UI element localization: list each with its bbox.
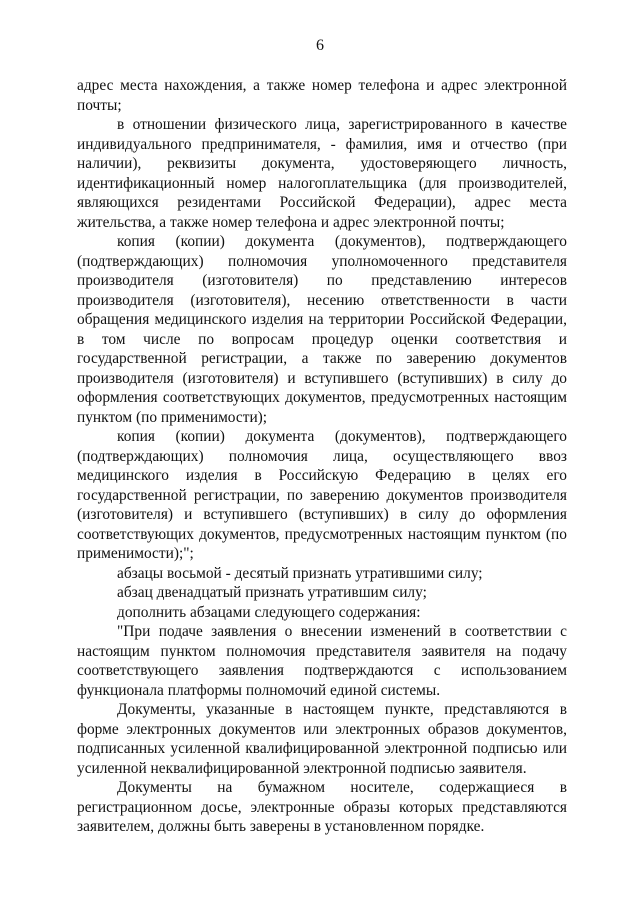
paragraph-address-continuation: адрес места нахождения, а также номер телефона и адрес электронной почты; [77,77,567,114]
document-body [77,76,567,837]
paragraph-individual-entrepreneur: в отношении физического лица, зарегистрированного в качестве индивидуального предпринимателя, - фамилия, имя и отчество (при наличии), реквизиты документа, удостоверяющего личность, идентификационный номер налогоплательщика (для производителей, являющихся резидентами Российской Федерации), адрес места жительства, а также номер телефона и адрес электронной почты; [77,116,567,231]
paragraph-abzats-void: абзац двенадцатый признать утратившим силу; [117,584,427,601]
paragraph-application-changes: "При подаче заявления о внесении изменений в соответствии с настоящим пунктом полномочия представителя заявителя на подачу соответствующего заявления подтверждаются с использованием функционала платформы полномочий единой системы. [77,623,567,699]
paragraph-electronic-documents: Документы, указанные в настоящем пункте, представляются в форме электронных документов или электронных образов документов, подписанных усиленной квалифицированной электронной подписью или усиленной неквалифицированной электронной подписью заявителя. [77,701,567,777]
paragraph-importer-power-copy: копия (копии) документа (документов), подтверждающего (подтверждающих) полномочия лица, осуществляющего ввоз медицинского изделия в Российскую Федерацию в целях его государственной регистрации, по заверению документов производителя (изготовителя) и вступившего (вступивших) в силу до оформления соответствующих документов, предусмотренных настоящим пунктом (по применимости);"; [77,428,567,562]
paragraph-paper-documents: Документы на бумажном носителе, содержащиеся в регистрационном досье, электронные образы которых представляются заявителем, должны быть заверены в установленном порядке. [77,779,567,835]
page-number: 6 [316,37,324,54]
paragraph-add-abzatsy: дополнить абзацами следующего содержания: [117,603,421,621]
paragraph-abzatsy-void: абзацы восьмой - десятый признать утратившими силу; [117,564,483,582]
paragraph-representative-power-copy: копия (копии) документа (документов), подтверждающего (подтверждающих) полномочия уполномоченного представителя производителя (изготовителя) по представлению интересов производителя (изготовителя), несению ответственности в части обращения медицинского изделия на территории Российской Федерации, в том числе по вопросам процедур оценки соответствия и государственной регистрации, а также по заверению документов производителя (изготовителя) и вступившего (вступивших) в силу до оформления соответствующих документов, предусмотренных настоящим пунктом (по применимости); [77,233,567,426]
